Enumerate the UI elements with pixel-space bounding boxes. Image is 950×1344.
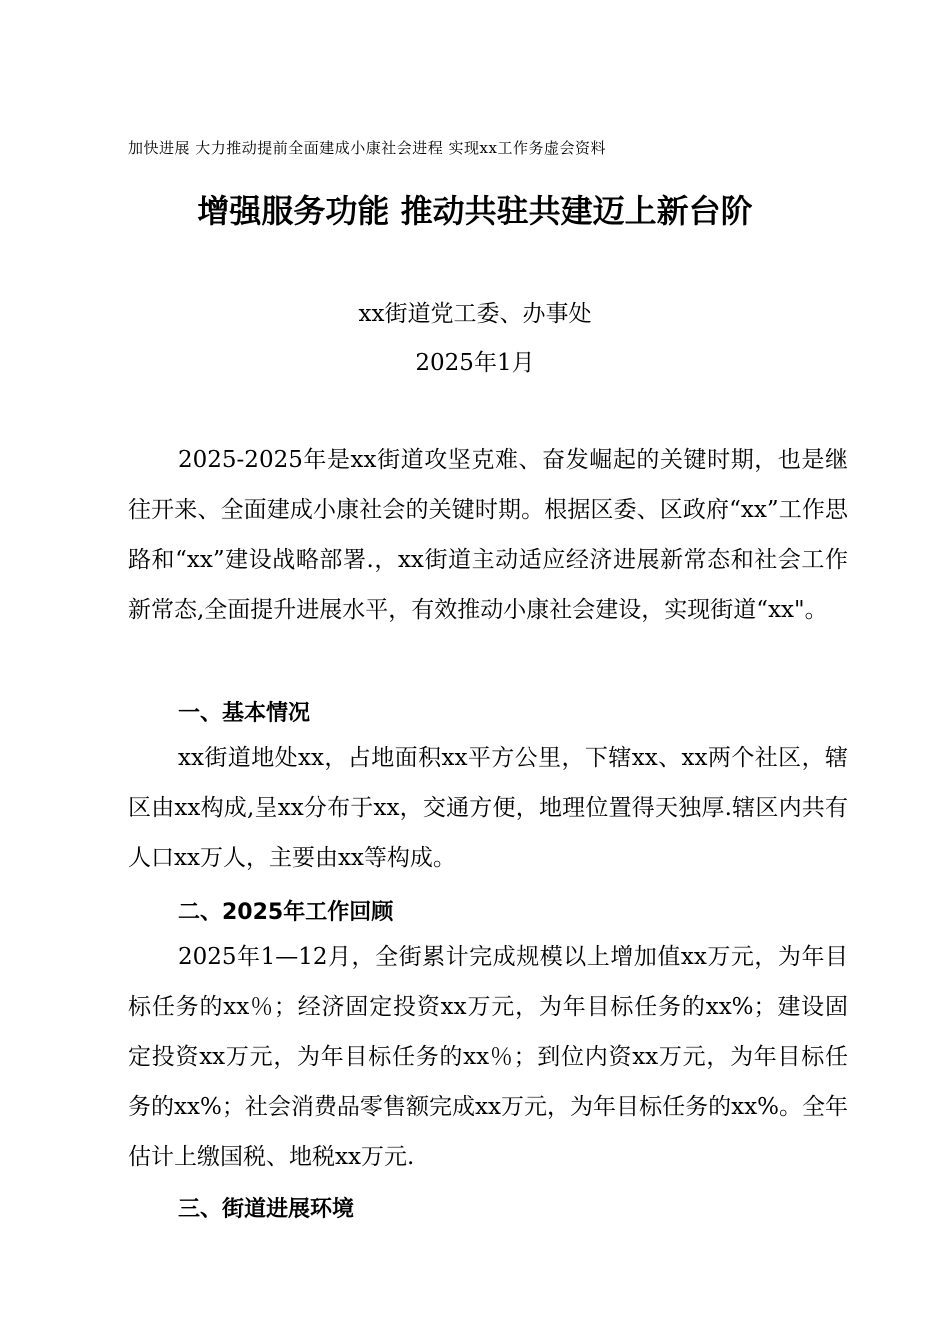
work-review-paragraph: 2025年1—12月，全街累计完成规模以上增加值xx万元，为年目标任务的xx％；经济固定投资xx万元，为年目标任务的xx%；建设固定投资xx万元，为年目标任务的xx％；到位内资xx万元，为年目标任务的xx%；社会消费品零售额完成xx万元，为年目标任务的xx%。全年估计上缴国税、地税xx万元. [128, 944, 848, 1170]
document-title: 增强服务功能 推动共驻共建迈上新台阶 [197, 192, 753, 230]
section-heading-basic-situation: 一、基本情况 [178, 701, 311, 726]
basic-situation-paragraph: xx街道地处xx，占地面积xx平方公里，下辖xx、xx两个社区，辖区由xx构成,呈xx分布于xx，交通方便，地理位置得天独厚.辖区内共有人口xx万人，主要由xx等构成。 [128, 745, 848, 871]
running-header: 加快进展 大力推动提前全面建成小康社会进程 实现xx工作务虚会资料 [128, 139, 606, 157]
intro-paragraph: 2025-2025年是xx街道攻坚克难、奋发崛起的关键时期，也是继往开来、全面建成小康社会的关键时期。根据区委、区政府“xx”工作思路和“xx”建设战略部署.，xx街道主动适应经济进展新常态和社会工作新常态,全面提升进展水平，有效推动小康社会建设，实现街道“xx"。 [128, 447, 848, 623]
document-date: 2025年1月 [415, 350, 535, 376]
section-heading-work-review: 二、2025年工作回顾 [178, 900, 394, 925]
document-author: xx街道党工委、办事处 [358, 301, 592, 327]
section-heading-development-environment: 三、街道进展环境 [178, 1197, 355, 1222]
